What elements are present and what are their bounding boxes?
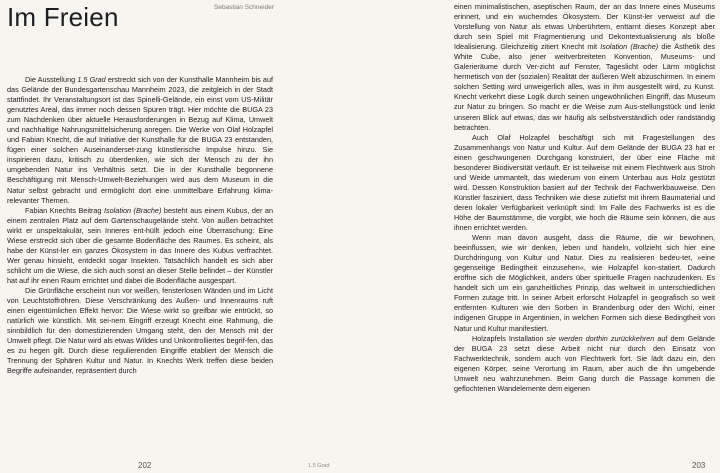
text: Holzapfels Installation: [472, 333, 547, 343]
italic-title: Isolation (Brache): [600, 42, 659, 52]
text: erstreckt sich von der Kunsthalle Mannheim bis auf das Gelände der Bundesgartenschau Mannheim 2023, die zeitgleich in der Stadt stattfindet. Ihr Veranstaltungsort ist das Spinelli-Gelände, ein einst vom US-Militär genutztes Areal, das immer noch dessen Spuren trägt. Hier möchte die BUGA 23 zum Nachdenken über aktuelle Herausforderungen in Bezug auf Klima, Umwelt und nachhaltige Nahrungsmittelsicherung anregen. Die Werke von Olaf Holzapfel und Fabian Knecht, die auf Initiative der Kunsthalle für die BUGA 23 entstanden, fügen einer solchen Auseinanderset-zung künstlerische Impulse hinzu. Sie inspirieren dazu, kritisch zu überdenken, wie sich der Mensch zu der ihn umgebenden Natur ins Verhältnis setzt. Die in der Kunsthalle begonnene Beschäftigung mit Mensch-Umwelt-Beziehungen wird aus dem Museum in die Natur selbst gebracht und ermöglicht dort eine unmittelbare Erfahrung klima-relevanter Themen.: [7, 75, 273, 205]
text: besteht aus einem Kubus, der an einem zentralen Platz auf dem Gartenschaugelände steht. Von außen betrachtet wirkt er unspektakulär, sein Inneres ent-hüllt jedoch eine Überraschung: Eine Wiese erstreckt sich über die gesamte Bodenfläche des Raumes. Es scheint, als habe der Künst-ler ein ganzes Ökosystem in das Innere des Kubus verfrachtet. Wer genau hinsieht, entdeckt sogar Insekten. Tatsächlich handelt es sich aber schlicht um die Wiese, die sich auch sonst an dieser Stelle befindet – der Künstler hat auf ihr einen Raum errichtet und dabei die Bodenfläche ausgespart.: [7, 205, 273, 285]
text: auf dem Gelände der BUGA 23 setzt diese Arbeit nicht nur durch den Einsatz von Fachwerktechnik, sondern auch von Flechtwerk fort. Sie lädt dazu ein, den eigenen Körper, seine Verortung im Raum, aber auch die ihn umgebende Umwelt neu wahrzunehmen. Beim Gang durch die Passage kommen die geflochtenen Wandelemente dem eigenen: [454, 333, 715, 393]
author-name: Sebastian Schneider: [214, 4, 274, 11]
paragraph: [7, 206, 273, 286]
paragraph: Die Grünfläche erscheint nun vor weißen, fensterlosen Wänden und im Licht von Leuchtstoffröhren. Diese Verschränkung des Außen- und Innenraums ruft einen eigentümlichen Effekt hervor: Die Wiese wirkt so greifbar wie entrückt, so natürlich wie künstlich. Mit sei-nem Eingriff erzeugt Knecht eine Rahmung, die sinnbildlich für den domestizierenden Umgang steht, den der Mensch mit der Umwelt pflegt. Die Natur wird als etwas Wildes und Unkontrolliertes begrif-fen, das es zu hegen gilt. Durch diese regulierenden Eingriffe etabliert der Mensch die Trennung der Sphären Kultur und Natur. In Knechts Werk treffen diese beiden Begriffe aufeinander, repräsentiert durch: [7, 285, 273, 376]
paragraph: [7, 75, 273, 206]
page-title: Im Freien: [7, 2, 119, 32]
text: einen minimalistischen, aseptischen Raum, der an das Innere eines Museums erinnert, und ein wucherndes Ökosystem. Der Künst-ler verweist auf die Vorstellung von Natur als etwas Unberührtem, enttarnt dieses Konzept aber durch sein Spiel mit Fragmentierung und Dekontextualisierung als bloße Idealisierung. Gleichzeitig zitiert Knecht mit: [454, 2, 715, 52]
italic-title: sie werden dorthin zurückkehren: [546, 333, 655, 343]
page-number-left: 202: [138, 461, 152, 470]
paragraph: Wenn man davon ausgeht, dass die Räume, die wir bewohnen, beeinflussen, wie wir denken, leben und handeln, vollzieht sich hier eine Durchdringung von Kultur und Natur. Dies zu realisieren bedeu-tet, »eine gegenseitige Bedingtheit einzusehen«, wie Holzapfel kon-statiert. Dadurch eröffne sich die Möglichkeit, anders über spirituelle Fragen nachzudenken. Es handelt sich um ein ganzheitliches Prinzip, das weltweit in unterschiedlichen Formen zutage tritt. In seiner Arbeit erforscht Holzapfel in geografisch so weit entfernten Kulturen wie den Sorben in Brandenburg oder den Wichí, einer indigenen Gruppe in Argentinien, in welchen Formen sich diese Bedingtheit von Natur und Kultur manifestiert.: [454, 233, 715, 333]
right-column: [454, 2, 715, 394]
left-column: [7, 75, 273, 376]
paragraph: Auch Olaf Holzapfel beschäftigt sich mit Fragestellungen des Zusammenhangs von Natur und Kultur. Auf dem Gelände der BUGA 23 hat er einen geschwungenen Durchgang konstruiert, der über eine Fläche mit besonderer Biodiversität verläuft. Er ist teilweise mit einem Flechtwerk aus Stroh und Weide ummantelt, das wiederum von einem Unterbau aus Holz gestützt wird. Dessen Konstruktion basiert auf der Technik der Fachwerkbauweise. Den Künstler fasziniert, dass Techniken wie diese zutiefst mit ihrem Baumaterial und deren lokaler Verfügbarkeit verknüpft sind: Im Falle des Fachwerks ist es die Höhe der Baumstämme, die vorgibt, wie hoch die Räume sein können, die aus ihnen errichtet werden.: [454, 132, 715, 233]
text: die Ästhetik des White Cube, also jener weitverbreiteten Konvention, Museums- und Galerieräume durch Ver-zicht auf Fenster, Tageslicht oder Lärm möglichst hermetisch von der (sozialen) Realität der äußeren Welt abzuschirmen. In einem solchen Setting wird unweigerlich alles, was in ihm ausgestellt wird, zu Kunst. Knecht verkehrt diese Logik durch seinen ungewöhnlichen Eingriff, das Museum zur Natur zu bringen. So macht er die Weise zum Aus-stellungstück und lenkt unseren Blick auf etwas, das wir häufig als selbstverständlich oder randständig betrachten.: [454, 42, 715, 132]
paragraph: [454, 2, 715, 133]
text: Fabian Knechts Beitrag: [25, 205, 104, 215]
running-footer: 1.5 Grad: [308, 463, 330, 469]
page-number-right: 203: [692, 461, 706, 470]
text: Die Ausstellung: [25, 75, 78, 84]
paragraph: [454, 334, 715, 394]
italic-title: 1.5 Grad: [77, 75, 106, 84]
italic-title: Isolation (Brache): [104, 205, 162, 215]
